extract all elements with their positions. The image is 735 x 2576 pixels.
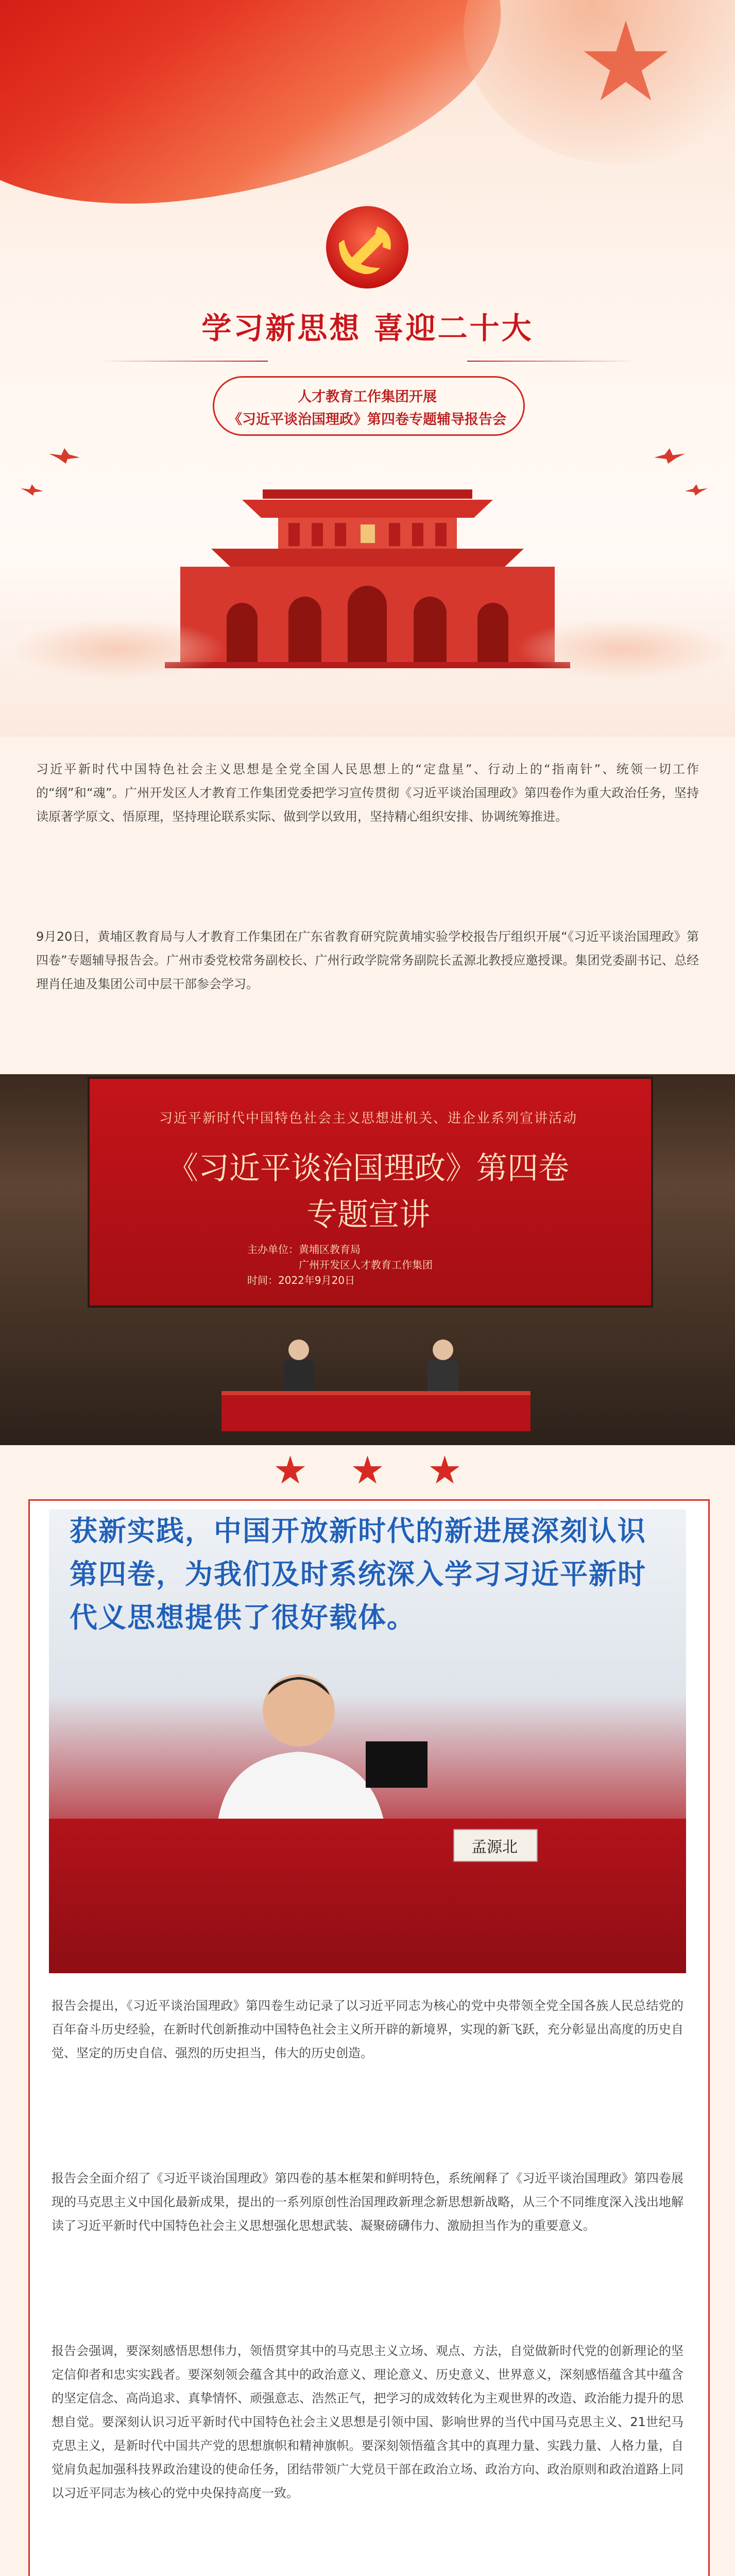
photo-banner-text: 获新实践，中国开放新时代的新进展深刻认识第四卷，为我们及时系统深入学习习近平新时代义思想提供了很好载体。 bbox=[70, 1515, 646, 1634]
card1-paragraph-2: 报告会全面介绍了《习近平谈治国理政》第四卷的基本框架和鲜明特色，系统阐释了《习近平谈治国理政》第四卷展现的马克思主义中国化最新成果，提出的一系列原创性治国理政新理念新思想新战略，从三个不同维度深入浅出地解读了习近平新时代中国特色社会主义思想强化思想武装、凝聚磅礴伟力、激励担当作为的重要意义。 bbox=[52, 2171, 683, 2233]
organizer-line-1: 主办单位：黄埔区教育局 bbox=[247, 1243, 361, 1256]
card1-paragraph-3: 报告会强调，要深刻感悟思想伟力，领悟贯穿其中的马克思主义立场、观点、方法，自觉做新时代党的创新理论的坚定信仰者和忠实实践者。要深刻领会蕴含其中的政治意义、理论意义、历史意义、世界意义，深刻感悟蕴含其中蕴含的坚定信念、高尚追求、真挚情怀、顽强意志、浩然正气，把学习的成效转化为主观世界的改造、政治能力提升的思想自觉。要深刻认识习近平新时代中国特色社会主义思想是引领中国、影响世界的当代中国马克思主义、21世纪马克思主义，是新时代中国共产党的思想旗帜和精神旗帜。要深刻领悟蕴含其中的真理力量、实践力量、人格力量，自觉肩负起加强科技界政治建设的使命任务，团结带领广大党员干部在政治立场、政治方向、政治原则和政治道路上同以习近平同志为核心的党中央保持高度一致。 bbox=[52, 2344, 683, 2500]
divider bbox=[467, 361, 637, 362]
subtitle-line1: 人才教育工作集团开展 bbox=[298, 389, 437, 405]
screen-title-2: 专题宣讲 bbox=[306, 1197, 430, 1233]
date-line: 时间：2022年9月20日 bbox=[247, 1274, 355, 1286]
star-divider bbox=[0, 1455, 735, 1488]
screen-title-1: 《习近平谈治国理政》第四卷 bbox=[167, 1150, 569, 1187]
intro-paragraph-2: 9月20日，黄埔区教育局与人才教育工作集团在广东省教育研究院黄埔实验学校报告厅组织开展“《习近平谈治国理政》第四卷”专题辅导报告会。广州市委党校常务副校长、广州行政学院常务副院长孟源北教授应邀授课。集团党委副书记、总经理肖任迪及集团公司中层干部参会学习。 bbox=[36, 929, 699, 991]
red-flag-decoration bbox=[0, 0, 517, 225]
nameplate-text: 孟源北 bbox=[471, 1838, 518, 1856]
star-icon bbox=[430, 1455, 460, 1486]
party-emblem-icon bbox=[316, 196, 419, 299]
organizer-line-2: 广州开发区人才教育工作集团 bbox=[299, 1259, 433, 1271]
star-icon bbox=[275, 1455, 306, 1486]
card1-paragraph-1: 报告会提出，《习近平谈治国理政》第四卷生动记录了以习近平同志为核心的党中央带领全党全国各族人民总结党的百年奋斗历史经验，在新时代创新推动中国特色社会主义所开辟的新境界，实现的新飞跃，充分彰显出高度的历史自觉、坚定的历史自信、强烈的历史担当，伟大的历史创造。 bbox=[52, 1998, 683, 2060]
intro-paragraph-1: 习近平新时代中国特色社会主义思想是全党全国人民思想上的“定盘星”、行动上的“指南针”、统领一切工作的“纲”和“魂”。广州开发区人才教育工作集团党委把学习宣传贯彻《习近平谈治国理政》第四卷作为重大政治任务，坚持读原著学原文、悟原理，坚持理论联系实际、做到学以致用，坚持精心组织安排、协调统筹推进。 bbox=[36, 762, 699, 824]
divider bbox=[98, 361, 268, 362]
star-icon bbox=[352, 1455, 383, 1486]
speaker-figure bbox=[196, 1664, 433, 1834]
cloud-decoration bbox=[10, 618, 227, 680]
stage-table bbox=[221, 1391, 531, 1431]
screen-heading: 习近平新时代中国特色社会主义思想进机关、进企业系列宣讲活动 bbox=[159, 1111, 577, 1126]
page-title: 学习新思想 喜迎二十大 bbox=[201, 311, 534, 346]
stage-people bbox=[258, 1334, 484, 1396]
speaker-table bbox=[49, 1819, 686, 1973]
screen-organizer bbox=[247, 1242, 515, 1288]
glow-decoration bbox=[464, 0, 735, 165]
cloud-decoration bbox=[515, 618, 731, 680]
subtitle-line2: 《习近平谈治国理政》第四卷专题辅导报告会 bbox=[228, 412, 506, 428]
